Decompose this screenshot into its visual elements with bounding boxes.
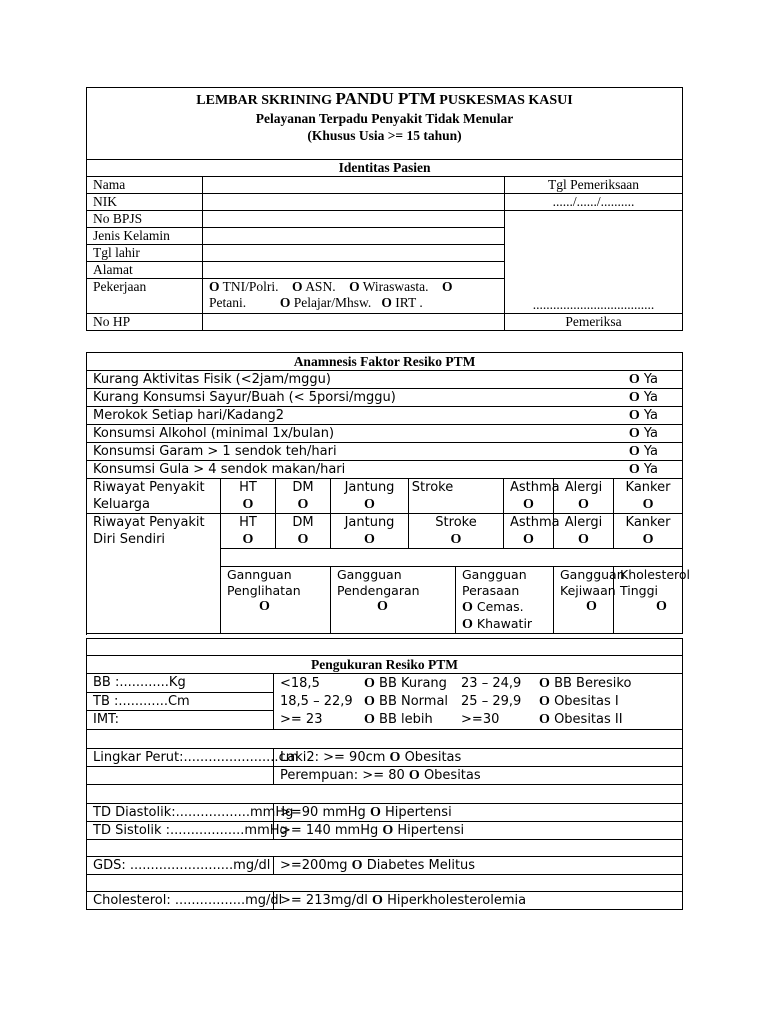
option-circle[interactable]: O: [389, 750, 401, 765]
perempuan-criteria: Perempuan: >= 80 O Obesitas: [274, 767, 683, 785]
kholesterol-tinggi: Kholesterol Tinggi O: [614, 567, 683, 634]
disease-jantung: Jantung O: [331, 514, 409, 549]
ya-option[interactable]: O: [628, 408, 640, 423]
gangguan-pendengaran: Gangguan Pendengaran O: [331, 567, 456, 634]
disease-asthma: Asthma O: [504, 479, 554, 514]
no-hp-input[interactable]: [203, 314, 505, 331]
form-title: LEMBAR SKRINING PANDU PTM PUSKESMAS KASUI: [196, 89, 573, 108]
disease-alergi: Alergi O: [554, 479, 614, 514]
field-label: Nama: [87, 177, 203, 194]
disease-dm: DM O: [276, 514, 331, 549]
tgl-pemeriksaan-input[interactable]: ....../....../..........: [505, 194, 683, 211]
imt-range-row: 18,5 – 22,9 O BB Normal 25 – 29,9 O Obesitas I: [280, 694, 619, 709]
cemas-option[interactable]: O: [462, 600, 473, 615]
option-circle[interactable]: O: [364, 532, 375, 547]
sistolik-criteria: >= 140 mmHg O Hipertensi: [274, 822, 683, 840]
option-circle[interactable]: O: [539, 712, 550, 727]
signature-area[interactable]: [505, 211, 683, 314]
gds-field[interactable]: GDS: .........................mg/dl: [87, 857, 274, 875]
gds-criteria: >=200mg O Diabetes Melitus: [274, 857, 683, 875]
option-circle[interactable]: O: [382, 823, 394, 838]
spacer-row: [221, 549, 683, 567]
pemeriksa-label: Pemeriksa: [505, 314, 683, 331]
pengukuran-heading: Pengukuran Resiko PTM: [87, 656, 683, 674]
field-label: Jenis Kelamin: [87, 228, 203, 245]
option-circle[interactable]: O: [586, 599, 597, 614]
tb-field[interactable]: TB :............Cm: [87, 692, 274, 711]
cholesterol-field[interactable]: Cholesterol: .................mg/dl: [87, 892, 274, 910]
td-diastolik-field[interactable]: TD Diastolik:..................mmHg: [87, 804, 274, 822]
option-circle[interactable]: O: [372, 893, 383, 908]
option-circle[interactable]: O: [242, 532, 254, 547]
pekerjaan-options: [203, 279, 505, 314]
option-circle[interactable]: O: [642, 497, 654, 512]
nama-input[interactable]: [203, 177, 505, 194]
pekerjaan-extra-option[interactable]: O: [442, 279, 453, 294]
option-circle[interactable]: O: [539, 676, 550, 691]
gangguan-perasaan: Gangguan Perasaan O Cemas. O Khawatir: [456, 567, 554, 634]
lingkar-perut-field[interactable]: Lingkar Perut:.......................cm: [87, 749, 274, 767]
irt-option[interactable]: O: [381, 295, 392, 310]
form-header: [87, 88, 683, 160]
option-circle[interactable]: O: [578, 497, 589, 512]
option-circle[interactable]: O: [259, 599, 270, 614]
spacer-row: [87, 875, 683, 892]
riwayat-keluarga-label: Riwayat Penyakit Keluarga: [87, 479, 221, 514]
option-circle[interactable]: O: [297, 497, 309, 512]
laki-criteria: Laki2: >= 90cm O Obesitas: [274, 749, 683, 767]
identitas-heading: Identitas Pasien: [87, 160, 683, 177]
anamnesis-heading: Anamnesis Faktor Resiko PTM: [87, 353, 683, 371]
disease-ht: HT O: [221, 514, 276, 549]
option-circle[interactable]: O: [364, 497, 375, 512]
bb-field[interactable]: BB :............Kg: [87, 674, 274, 693]
option-circle[interactable]: O: [377, 599, 388, 614]
diastolik-criteria: >=90 mmHg O Hipertensi: [274, 804, 683, 822]
form-subtitle: Pelayanan Terpadu Penyakit Tidak Menular: [255, 111, 514, 126]
gangguan-kejiwaan: Gangguan Kejiwaan O: [554, 567, 614, 634]
option-circle[interactable]: O: [656, 599, 667, 614]
disease-stroke: Stroke: [409, 479, 504, 514]
cholesterol-criteria: >= 213mg/dl O Hiperkholesterolemia: [274, 892, 683, 910]
spacer-row: [87, 840, 683, 857]
field-label: No BPJS: [87, 211, 203, 228]
disease-alergi: Alergi O: [554, 514, 614, 549]
option-circle[interactable]: O: [364, 694, 375, 709]
imt-range-row: <18,5 O BB Kurang 23 – 24,9 O BB Beresiko: [280, 676, 632, 691]
field-label: Alamat: [87, 262, 203, 279]
ya-option[interactable]: O: [628, 444, 640, 459]
pekerjaan-line-1: O TNI/Polri. O ASN. O Wiraswasta. O: [209, 279, 453, 294]
option-circle[interactable]: O: [578, 532, 589, 547]
anamnesis-table: [86, 352, 691, 634]
option-circle[interactable]: O: [364, 676, 375, 691]
option-circle[interactable]: O: [450, 532, 462, 547]
imt-ranges: [274, 674, 683, 730]
pekerjaan-line-2: Petani. O Pelajar/Mhsw. O IRT .: [209, 295, 423, 310]
ya-option[interactable]: O: [628, 372, 640, 387]
field-label: Tgl lahir: [87, 245, 203, 262]
signature-line: ....................................: [532, 297, 655, 312]
wiraswasta-option[interactable]: O: [349, 279, 360, 294]
risk-row: Konsumsi Gula > 4 sendok makan/hari O Ya: [87, 461, 683, 479]
asn-option[interactable]: O: [292, 279, 303, 294]
option-circle[interactable]: O: [369, 805, 381, 820]
risk-row: Kurang Aktivitas Fisik (<2jam/mggu) O Ya: [87, 371, 683, 389]
option-circle[interactable]: O: [642, 532, 654, 547]
option-circle[interactable]: O: [523, 497, 534, 512]
tgl-label: Tgl Pemeriksaan: [505, 177, 683, 194]
pelajar-option[interactable]: O: [279, 295, 291, 310]
blank-cell: [87, 767, 274, 785]
option-circle[interactable]: O: [242, 497, 254, 512]
jenis-kelamin-input[interactable]: [203, 228, 505, 245]
option-circle[interactable]: O: [539, 694, 550, 709]
field-label: Pekerjaan: [87, 279, 203, 314]
identity-table: [86, 87, 683, 331]
tni-option[interactable]: O: [209, 279, 220, 294]
risk-row: Merokok Setiap hari/Kadang2 O Ya: [87, 407, 683, 425]
ya-option[interactable]: O: [628, 390, 640, 405]
spacer-row: [87, 639, 683, 656]
td-sistolik-field[interactable]: TD Sistolik :..................mmHg: [87, 822, 274, 840]
option-circle[interactable]: O: [297, 532, 309, 547]
disease-jantung: Jantung O: [331, 479, 409, 514]
riwayat-diri-label: Riwayat Penyakit Diri Sendiri: [87, 514, 221, 634]
disease-asthma: Asthma O: [504, 514, 554, 549]
khawatir-option[interactable]: O: [462, 617, 473, 632]
risk-row: Konsumsi Alkohol (minimal 1x/bulan) O Ya: [87, 425, 683, 443]
bpjs-input[interactable]: [203, 211, 505, 228]
risk-row: Kurang Konsumsi Sayur/Buah (< 5porsi/mggu) O Ya: [87, 389, 683, 407]
imt-range-row: >= 23 O BB lebih >=30 O Obesitas II: [280, 712, 623, 727]
gangguan-penglihatan: Gannguan Penglihatan O: [221, 567, 331, 634]
field-label: No HP: [87, 314, 203, 331]
alamat-input[interactable]: [203, 262, 505, 279]
disease-dm: DM O: [276, 479, 331, 514]
pengukuran-table: [86, 638, 683, 910]
disease-kanker: Kanker O: [614, 514, 683, 549]
disease-kanker: Kanker O: [614, 479, 683, 514]
option-circle[interactable]: O: [351, 858, 363, 873]
age-note: (Khusus Usia >= 15 tahun): [307, 128, 462, 143]
field-label: NIK: [87, 194, 203, 211]
tgl-lahir-input[interactable]: [203, 245, 505, 262]
imt-field[interactable]: IMT:: [87, 711, 274, 730]
option-circle[interactable]: O: [523, 532, 534, 547]
option-circle[interactable]: O: [408, 768, 420, 783]
option-circle[interactable]: O: [364, 712, 375, 727]
disease-ht: HT O: [221, 479, 276, 514]
spacer-row: [87, 730, 683, 749]
nik-input[interactable]: [203, 194, 505, 211]
spacer-row: [87, 785, 683, 804]
ya-option[interactable]: O: [628, 462, 640, 477]
risk-row: Konsumsi Garam > 1 sendok teh/hari O Ya: [87, 443, 683, 461]
disease-stroke: Stroke O: [409, 514, 504, 549]
ya-option[interactable]: O: [628, 426, 640, 441]
